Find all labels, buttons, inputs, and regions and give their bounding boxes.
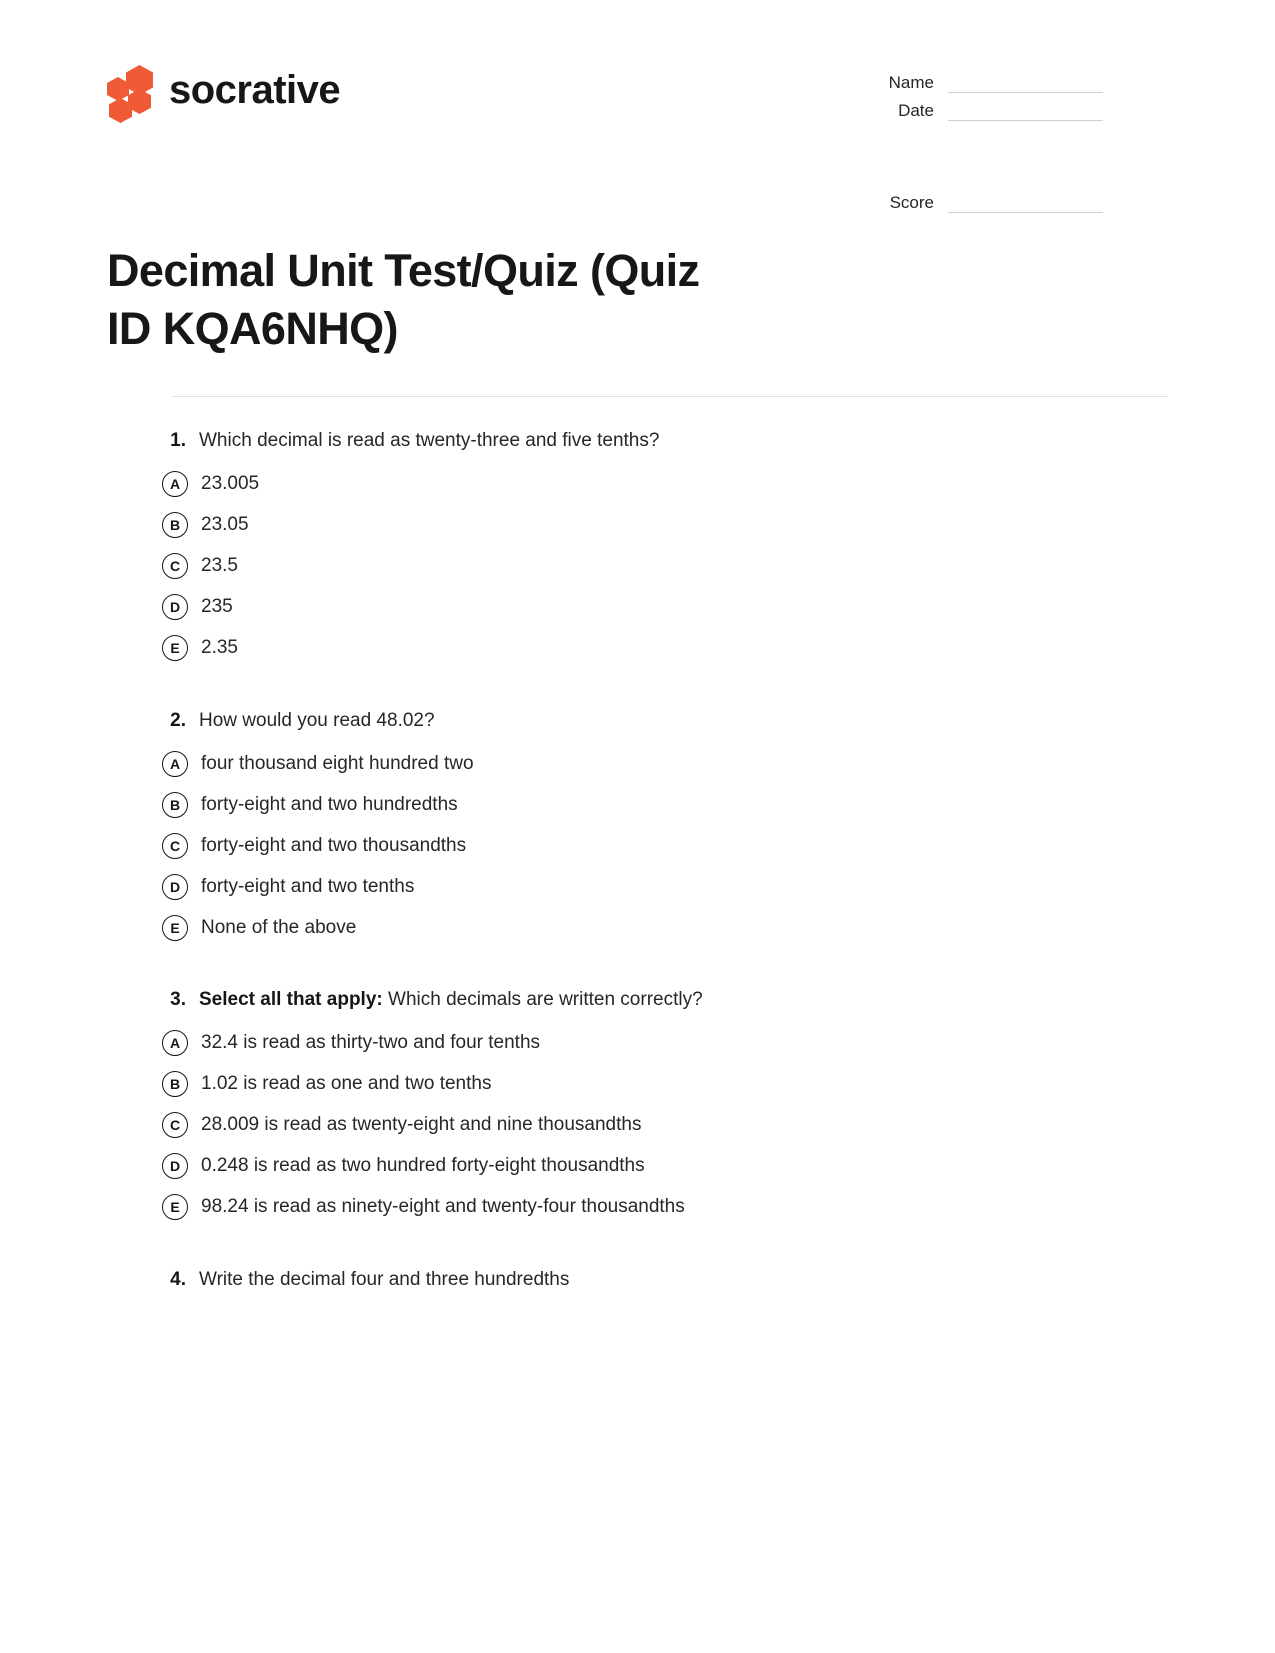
option-bubble-b[interactable]: B — [162, 792, 188, 818]
option-row[interactable] — [107, 743, 1168, 784]
option-list — [107, 464, 1168, 669]
option-bubble-e[interactable]: E — [162, 915, 188, 941]
score-label: Score — [889, 193, 934, 212]
option-row[interactable] — [107, 546, 1168, 587]
name-input-rule[interactable] — [948, 91, 1103, 93]
option-label: 98.24 is read as ninety-eight and twenty-four thousandths — [201, 1196, 685, 1218]
option-row[interactable] — [107, 1105, 1168, 1146]
question-body: Which decimals are written correctly? — [388, 989, 703, 1011]
score-field-row — [861, 194, 1103, 213]
option-bubble-b[interactable]: B — [162, 512, 188, 538]
student-info-fields — [861, 62, 1103, 222]
hexagon-icon — [107, 77, 129, 101]
option-row[interactable] — [107, 1187, 1168, 1228]
question-header — [107, 708, 1168, 735]
option-bubble-d[interactable]: D — [162, 874, 188, 900]
option-row[interactable] — [107, 505, 1168, 546]
option-row[interactable] — [107, 587, 1168, 628]
option-bubble-e[interactable]: E — [162, 1194, 188, 1220]
option-row[interactable] — [107, 1023, 1168, 1064]
option-label: 28.009 is read as twenty-eight and nine thousandths — [201, 1114, 642, 1136]
question-text: How would you read 48.02? — [199, 709, 435, 731]
option-label: 1.02 is read as one and two tenths — [201, 1073, 492, 1095]
option-row[interactable] — [107, 1064, 1168, 1105]
option-label: 0.248 is read as two hundred forty-eight thousandths — [201, 1155, 645, 1177]
question-item — [107, 708, 1168, 949]
brand-name: socrative — [169, 68, 341, 112]
question-item — [107, 987, 1168, 1228]
option-label: 235 — [201, 595, 233, 617]
question-header — [107, 1267, 1168, 1294]
option-bubble-b[interactable]: B — [162, 1071, 188, 1097]
option-label: 2.35 — [201, 636, 238, 658]
option-row[interactable] — [107, 784, 1168, 825]
option-row[interactable] — [107, 825, 1168, 866]
option-label: four thousand eight hundred two — [201, 752, 474, 774]
option-label: forty-eight and two thousandths — [201, 834, 467, 856]
option-list — [107, 1023, 1168, 1228]
question-item — [107, 1267, 1168, 1294]
question-text: Write the decimal four and three hundredths — [199, 1268, 570, 1290]
option-bubble-a[interactable]: A — [162, 1030, 188, 1056]
option-label: 23.5 — [201, 554, 238, 576]
option-list — [107, 743, 1168, 948]
name-label: Name — [888, 73, 934, 92]
option-bubble-a[interactable]: A — [162, 751, 188, 777]
questions-list — [0, 397, 1275, 1293]
option-bubble-d[interactable]: D — [162, 594, 188, 620]
question-item — [107, 428, 1168, 669]
question-header — [107, 428, 1168, 455]
score-input-rule[interactable] — [948, 211, 1103, 213]
socrative-logo — [107, 62, 340, 118]
option-bubble-d[interactable]: D — [162, 1153, 188, 1179]
option-row[interactable] — [107, 866, 1168, 907]
question-text — [199, 987, 703, 1014]
question-text: Which decimal is read as twenty-three and five tenths? — [199, 430, 660, 452]
date-label: Date — [898, 101, 934, 120]
hexagon-cluster-icon — [107, 65, 153, 115]
option-label: 32.4 is read as thirty-two and four tenths — [201, 1032, 541, 1054]
page-title: Decimal Unit Test/Quiz (Quiz ID KQA6NHQ) — [107, 245, 700, 354]
option-bubble-c[interactable]: C — [162, 833, 188, 859]
question-number: 2. — [170, 709, 186, 731]
question-header — [107, 987, 1168, 1014]
page-header — [0, 0, 1275, 222]
option-bubble-c[interactable]: C — [162, 1112, 188, 1138]
option-row[interactable] — [107, 464, 1168, 505]
option-row[interactable] — [107, 628, 1168, 669]
option-label: 23.005 — [201, 472, 260, 494]
question-number: 3. — [170, 989, 186, 1011]
option-label: 23.05 — [201, 513, 249, 535]
option-bubble-e[interactable]: E — [162, 635, 188, 661]
date-input-rule[interactable] — [948, 119, 1103, 121]
date-field-row — [861, 102, 1103, 121]
option-label: None of the above — [201, 916, 357, 938]
question-number: 4. — [170, 1268, 186, 1290]
option-row[interactable] — [107, 907, 1168, 948]
option-bubble-a[interactable]: A — [162, 471, 188, 497]
name-field-row — [861, 74, 1103, 93]
title-block — [0, 222, 830, 357]
option-bubble-c[interactable]: C — [162, 553, 188, 579]
option-label: forty-eight and two tenths — [201, 875, 415, 897]
option-label: forty-eight and two hundredths — [201, 793, 458, 815]
option-row[interactable] — [107, 1146, 1168, 1187]
question-prefix: Select all that apply: — [199, 989, 383, 1011]
question-number: 1. — [170, 430, 186, 452]
